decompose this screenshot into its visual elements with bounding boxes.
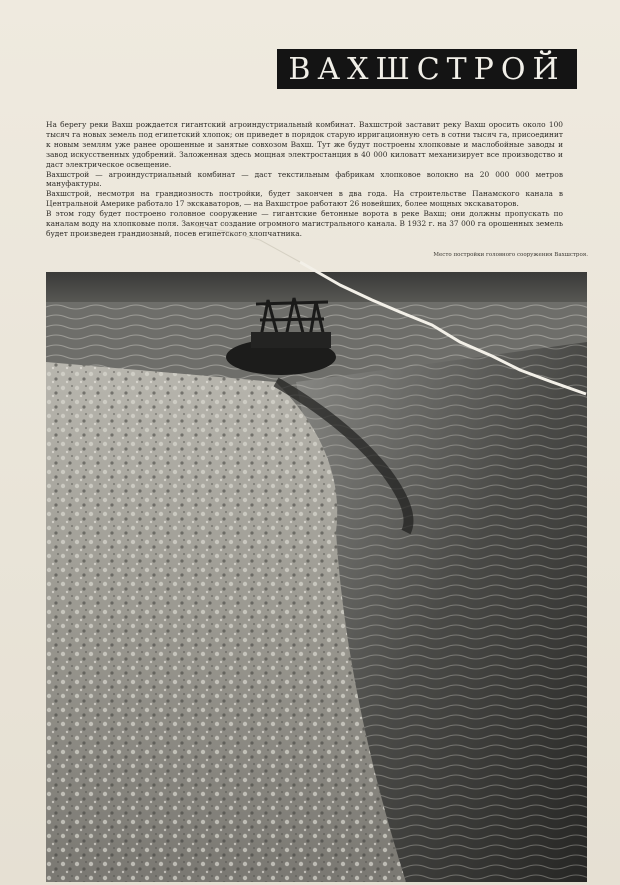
title-banner (277, 49, 577, 89)
article-paragraph: Вахшстрой — агроиндустриальный комбинат — даст текстильным фабрикам хлопковое волокно на 20 000 000 метров мануфактуры. (46, 169, 563, 189)
river-dam-photo (46, 272, 587, 882)
photo-caption: Место постройки головного сооружения Вахшстроя. (433, 252, 588, 258)
page-title: ВАХШСТРОЙ (288, 51, 566, 87)
article-paragraph: Вахшстрой, несмотря на грандиозность постройки, будет закончен в два года. На строительстве Панамского канала в Центральной Америке работало 17 экскаваторов, — на Вахшстрое работают 26 новейших, более мощных экскаваторов. (46, 189, 563, 209)
article-paragraph: В этом году будет построено головное сооружение — гигантские бетонные ворота в реке Вахш; они должны пропускать по каналам воду на хлопковые поля. Закончат создание огромного магистрального канала. В 1932 г. на 37 000 га орошенных земель будет произведен грандиозный, посев египетского хлопчатника. (46, 209, 563, 238)
article-paragraph: На берегу реки Вахш рождается гигантский агроиндустриальный комбинат. Вахшстрой заставит реку Вахш оросить около 100 тысяч га новых земель под египетский хлопок; он приведет в порядок старую ирригационную сеть в сотни тысяч га, присоединит к новым землям уже ранее орошенные и занятые совхозом Вахш. Тут же будут построены хлопковые и маслобойные заводы и завод искусственных удобрений. Заложенная здесь мощная электростанция в 40 000 киловатт механизирует все производство и даст электрическое освещение. (46, 120, 563, 169)
article-body (46, 120, 563, 239)
